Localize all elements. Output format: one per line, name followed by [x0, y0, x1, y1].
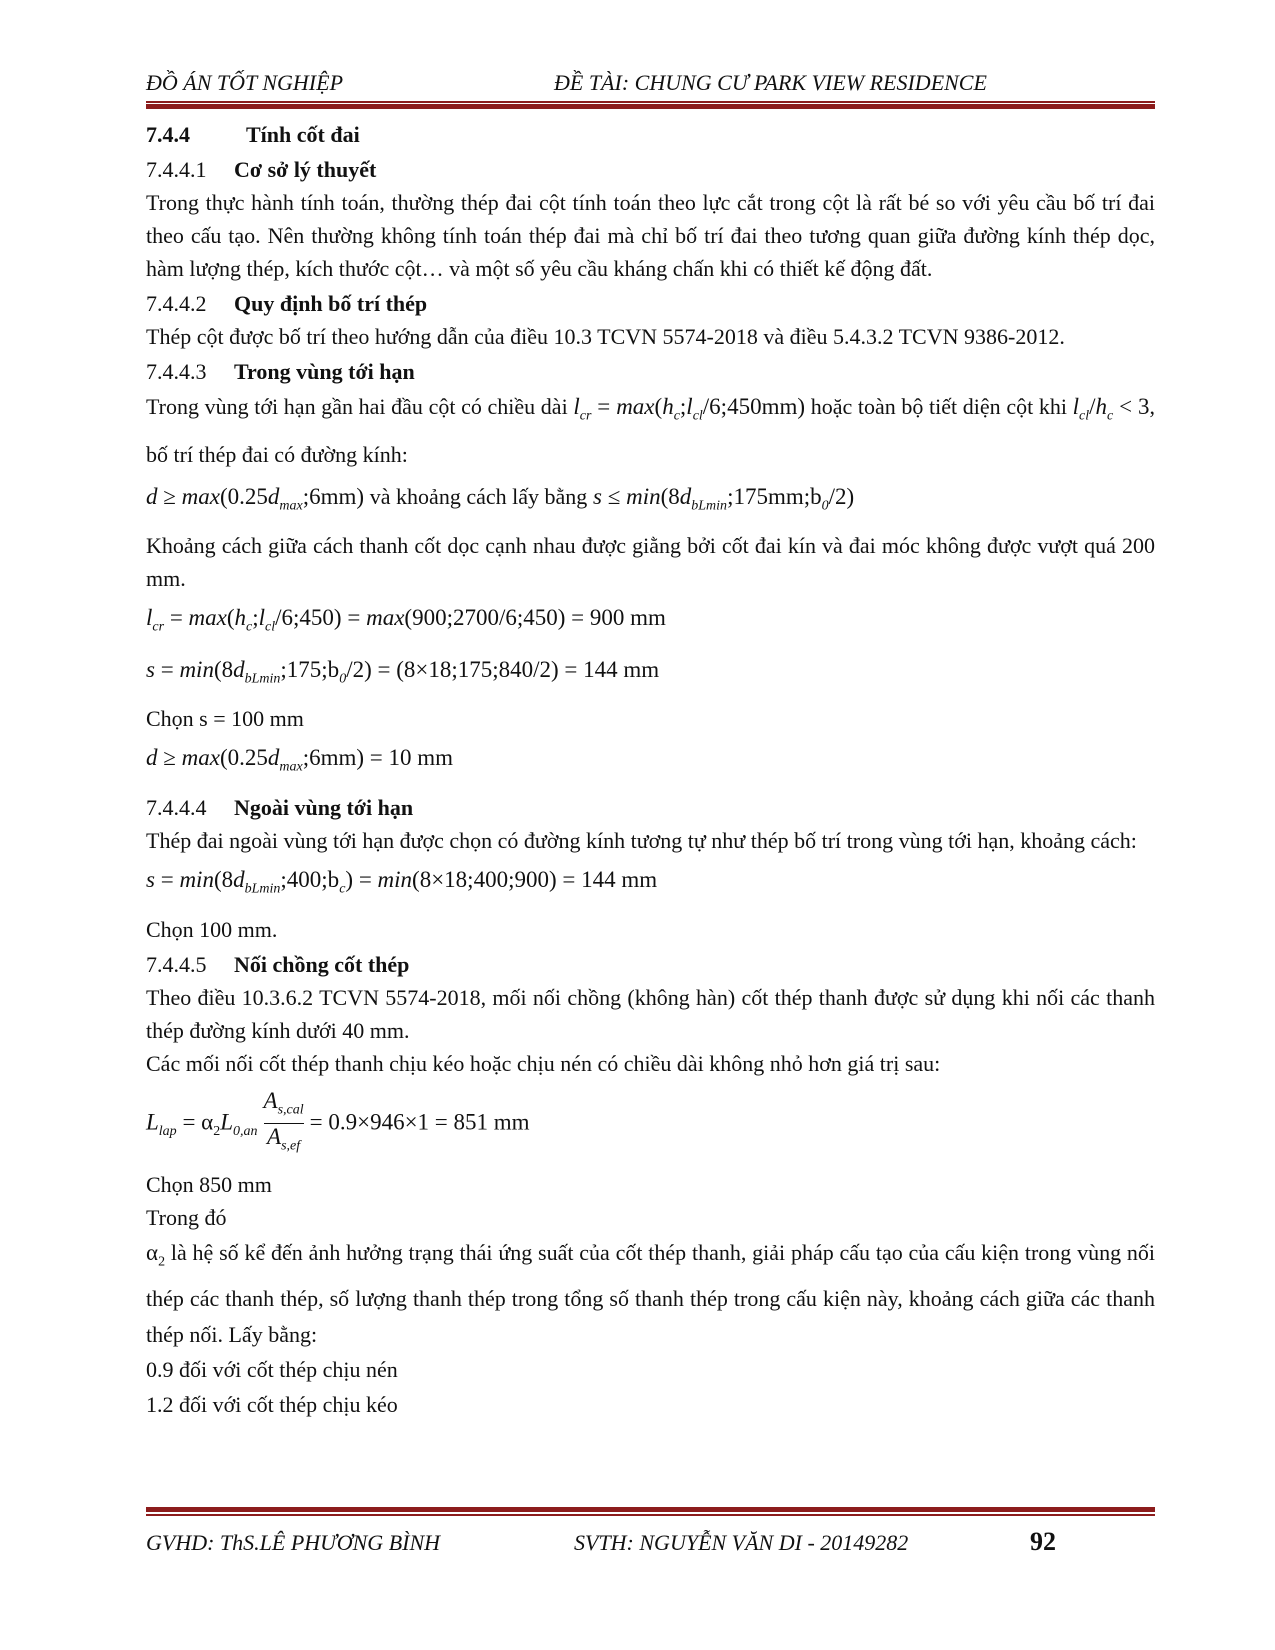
- eq-d-and-s: $d \ge \max(0.25d_{max};6mm)$ và khoảng cách lấy bằng $s \le \min(8d_{bLmin};175mm;b_0/2)$: [146, 483, 855, 514]
- eq-ratio-inline: $l_{cl}/h_c < 3$: [1072, 394, 1150, 424]
- page-number: 92: [1030, 1527, 1056, 1556]
- subsection-2-heading: [146, 287, 1155, 320]
- s3-p1-a: Trong vùng tới hạn gần hai đầu cột có chiều dài: [146, 394, 568, 419]
- section-heading: [146, 118, 1155, 151]
- footer-advisor: GVHD: ThS.LÊ PHƯƠNG BÌNH: [146, 1530, 441, 1555]
- subsection-4-heading: [146, 791, 1155, 824]
- subsection-1-text: Trong thực hành tính toán, thường thép đai cột tính toán theo lực cắt trong cột là rất bé so với yêu cầu bố trí đai theo cấu tạo. Nên thường không tính toán thép đai mà chỉ bố trí đai theo tương quan giữa đường kính thép dọc, hàm lượng thép, kích thước cột… và một số yêu cầu kháng chấn khi có thiết kế động đất.: [146, 190, 1155, 281]
- subsection-3-para-3: Khoảng cách giữa cách thanh cốt dọc cạnh nhau được giằng bởi cốt đai kín và đai móc không được vượt quá 200 mm.: [146, 533, 1155, 592]
- page-content: [146, 118, 1155, 1421]
- subsection-3-para-1: [146, 388, 1155, 474]
- fraction: $\frac{A_{s,cal}}{A_{s,ef}}$: [263, 1087, 304, 1154]
- subsection-1-title: Cơ sở lý thuyết: [234, 157, 377, 182]
- subsection-3-choose: Chọn s = 100 mm: [146, 706, 304, 732]
- subsection-3-number: 7.4.4.3: [146, 359, 207, 384]
- list-item-1: 0.9 đối với cốt thép chịu nén: [146, 1357, 398, 1383]
- s3-p1-b: hoặc toàn bộ tiết diện: [810, 394, 1001, 419]
- s3-p1-d: , bố trí thép đai có đường kính:: [146, 394, 1156, 467]
- list-item-2: 1.2 đối với cốt thép chịu kéo: [146, 1392, 398, 1418]
- subsection-2-text: Thép cột được bố trí theo hướng dẫn của điều 10.3 TCVN 5574-2018 và điều 5.4.3.2 TCVN 9386-2012.: [146, 324, 1065, 349]
- eq-d-calc: $d \ge \max(0.25d_{max};6mm) = 10$ mm: [146, 745, 454, 775]
- s3-p2-mid: và khoảng cách lấy bằng: [369, 483, 588, 509]
- subsection-5-choose: Chọn 850 mm: [146, 1171, 272, 1197]
- section-title: Tính cốt đai: [246, 122, 360, 147]
- subsection-5-para-1: Theo điều 10.3.6.2 TCVN 5574-2018, mối nối chồng (không hàn) cốt thép thanh được sử dụng khi nối các thanh thép đường kính dưới 40 mm.: [146, 984, 1155, 1043]
- subsection-5-where: Trong đó: [146, 1204, 227, 1230]
- subsection-2-number: 7.4.4.2: [146, 291, 207, 316]
- subsection-4-title: Ngoài vùng tới hạn: [234, 794, 414, 820]
- page-header: [146, 70, 1046, 100]
- subsection-4-text: Thép đai ngoài vùng tới hạn được chọn có đường kính tương tự như thép bố trí trong vùng tới hạn, khoảng cách:: [146, 827, 1137, 853]
- eq-lcr-calc: $l_{cr}$ = $\max(h_c;l_{cl}/6;450)$ = max(900;2700/6;450) = 900 mm: [146, 605, 666, 635]
- subsection-1-heading: [146, 153, 1155, 186]
- header-left: ĐỒ ÁN TỐT NGHIỆP: [146, 70, 344, 95]
- subsection-3-heading: [146, 355, 1155, 388]
- s3-p1-c: cột khi: [1006, 394, 1067, 419]
- subsection-4-choose: Chọn 100 mm.: [146, 916, 278, 942]
- subsection-5-title: Nối chồng cốt thép: [234, 951, 410, 977]
- subsection-2-title: Quy định bố trí thép: [234, 291, 428, 316]
- eq-lcr-inline: $l_{cr}$ = $\max(h_c;l_{cl}/6;450mm)$: [573, 394, 806, 424]
- subsection-4-number: 7.4.4.4: [146, 794, 207, 820]
- subsection-3-title: Trong vùng tới hạn: [234, 359, 415, 384]
- section-number: 7.4.4: [146, 122, 190, 147]
- header-rule-thin: [146, 101, 1155, 103]
- footer-student: SVTH: NGUYỄN VĂN DI - 20149282: [574, 1530, 909, 1555]
- eq-llap: $L_{lap} = \alpha_2L_{0,an}$ $\frac{A_{s,cal}}{A_{s,ef}}$ = 0.9×946×1 = 851 mm: [146, 1088, 1155, 1160]
- header-right: ĐỀ TÀI: CHUNG CƯ PARK VIEW RESIDENCE: [554, 70, 987, 95]
- footer-rule-thin: [146, 1514, 1155, 1516]
- alpha-symbol: $\alpha_2$: [146, 1239, 166, 1270]
- alpha-description: là hệ số kể đến ảnh hưởng trạng thái ứng suất của cốt thép thanh, giải pháp cấu tạo của cấu kiện trong vùng nối thép các thanh thép, số lượng thanh thép trong tổng số thanh thép trong cấu kiện này, khoảng cách giữa các thanh thép nối. Lấy bằng:: [146, 1239, 1156, 1348]
- header-rule-thick: [146, 104, 1155, 109]
- subsection-5-number: 7.4.4.5: [146, 951, 207, 977]
- subsection-5-alpha-text: [146, 1234, 1155, 1354]
- footer-rule-thick: [146, 1507, 1155, 1512]
- eq-s-outside: $s = \min(8d_{bLmin};400;b_c)$ = min(8×18;400;900) = 144 mm: [146, 866, 658, 897]
- eq-s-calc: $s = \min(8d_{bLmin};175;b_0/2)$ = (8×18;175;840/2) = 144 mm: [146, 656, 660, 687]
- subsection-5-heading: [146, 948, 1155, 981]
- subsection-1-number: 7.4.4.1: [146, 157, 207, 182]
- subsection-5-para-2: Các mối nối cốt thép thanh chịu kéo hoặc chịu nén có chiều dài không nhỏ hơn giá trị sau:: [146, 1050, 941, 1076]
